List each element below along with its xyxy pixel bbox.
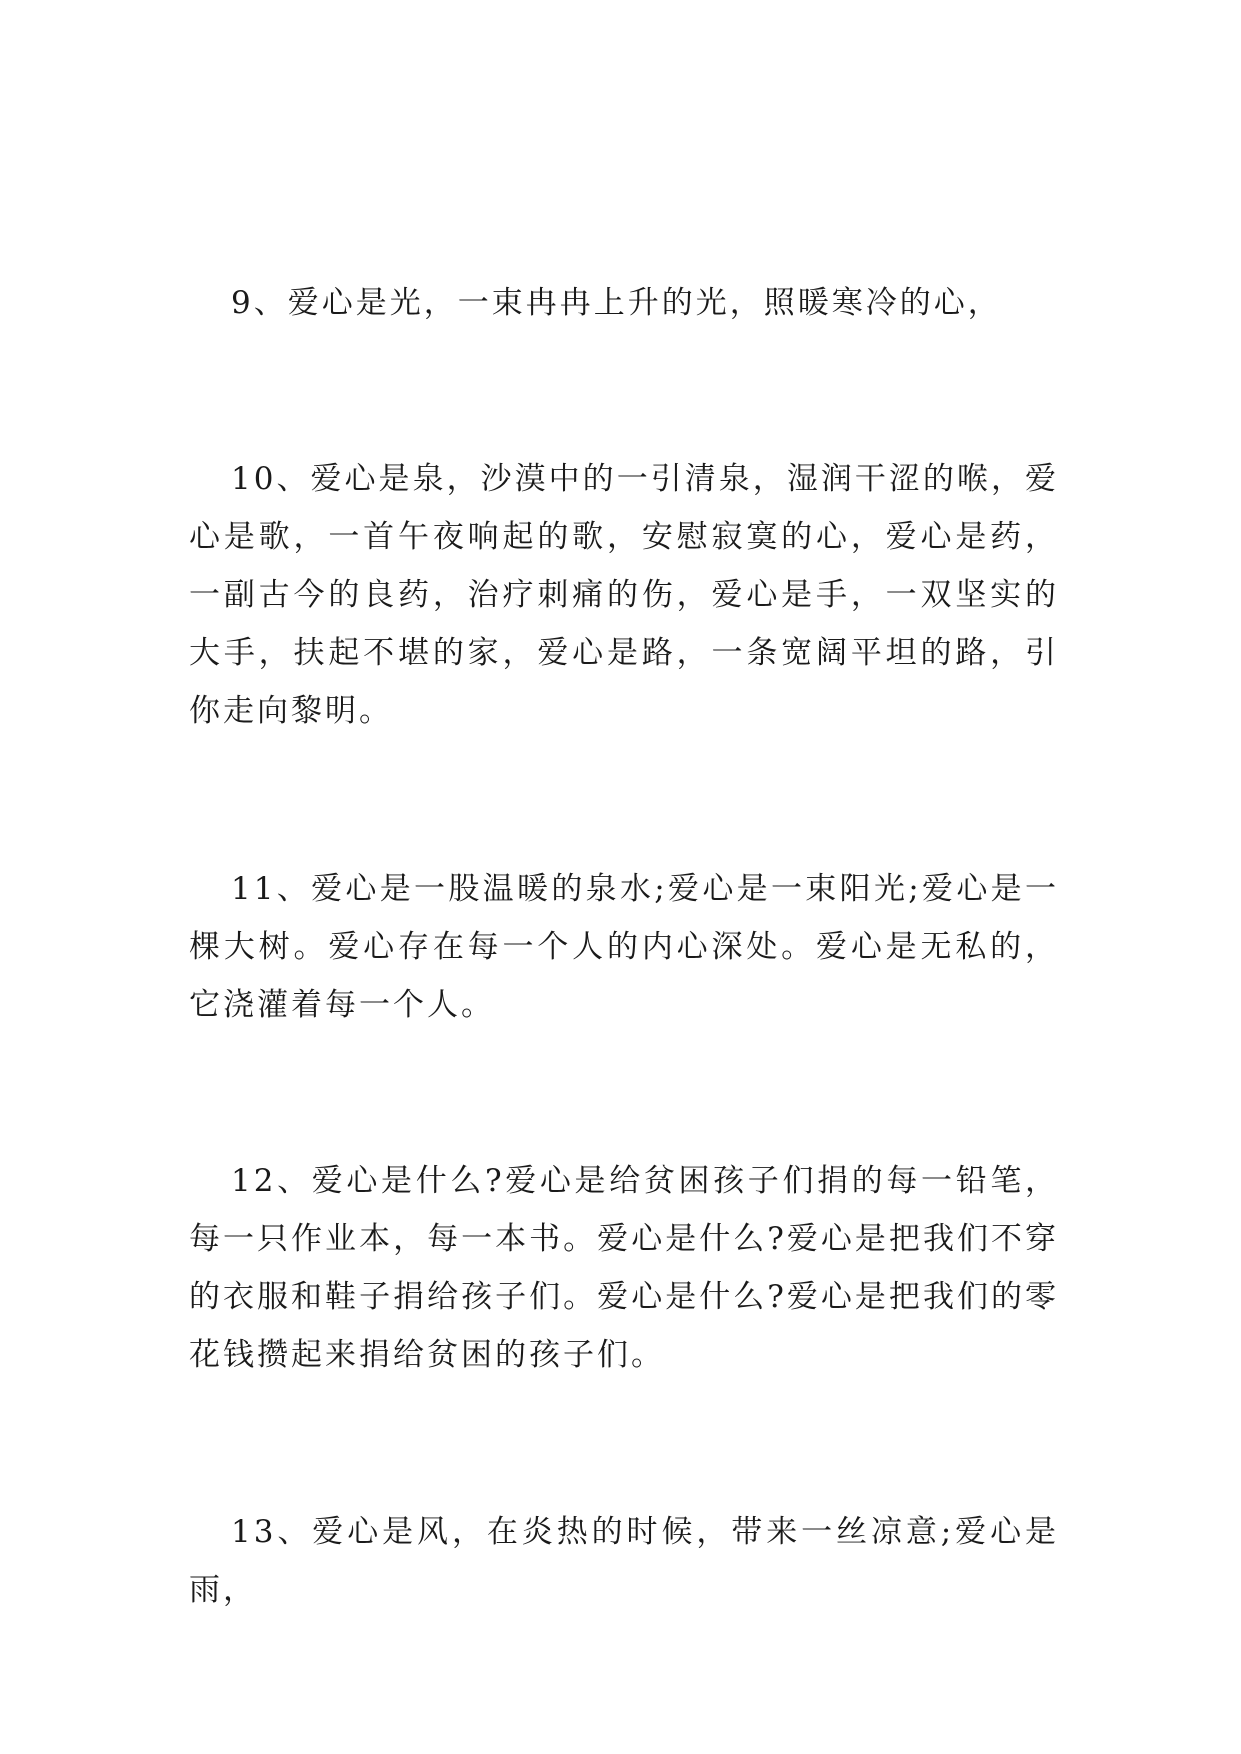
paragraph-9: 9、爱心是光，一束冉冉上升的光，照暖寒冷的心， xyxy=(231,285,1002,321)
paragraph-13: 13、爱心是风，在炎热的时候，带来一丝凉意;爱心是雨， xyxy=(189,1514,1059,1608)
paragraph-12: 12、爱心是什么?爱心是给贫困孩子们捐的每一铅笔，每一只作业本，每一本书。爱心是什么?爱心是把我们不穿的衣服和鞋子捐给孩子们。爱心是什么?爱心是把我们的零花钱攒起来捐给贫困的孩子们。 xyxy=(189,1163,1059,1373)
paragraph-11: 11、爱心是一股温暖的泉水;爱心是一束阳光;爱心是一棵大树。爱心存在每一个人的内心深处。爱心是无私的，它浇灌着每一个人。 xyxy=(189,871,1059,1023)
paragraph-10: 10、爱心是泉，沙漠中的一引清泉，湿润干涩的喉，爱心是歌，一首午夜响起的歌，安慰寂寞的心，爱心是药，一副古今的良药，治疗刺痛的伤，爱心是手，一双坚实的大手，扶起不堪的家，爱心是路，一条宽阔平坦的路，引你走向黎明。 xyxy=(189,461,1059,729)
